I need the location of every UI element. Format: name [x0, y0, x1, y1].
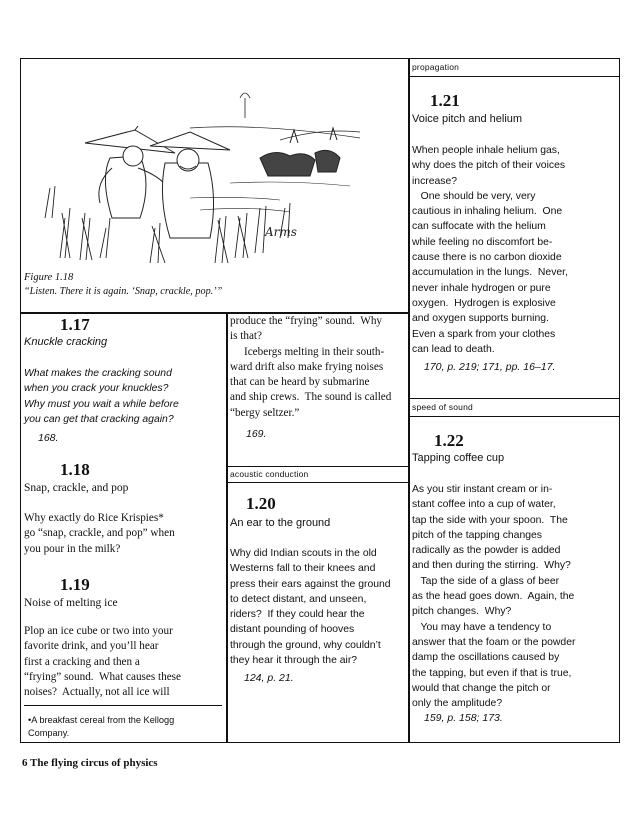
page-footer: 6 The flying circus of physics: [22, 757, 158, 769]
entry-body-1-20: Why did Indian scouts in the old Westerns fall to their knees and press their ears against the ground to detect distant, and unseen, riders? If they could hear the distant pounding of hooves through the ground, why couldn’t they hear it through the air?: [230, 548, 391, 667]
entry-body-1-19: Plop an ice cube or two into your favorite drink, and you’ll hear first a cracking and then a “frying” sound. What causes these noises? Actually, not all ice will: [24, 625, 181, 699]
entry-title-1-21: Voice pitch and helium: [412, 113, 523, 125]
entry-ref-1-19: 169.: [246, 428, 267, 440]
footnote: •A breakfast cereal from the Kellogg Company.: [28, 715, 175, 738]
rule-speed-bottom: [409, 416, 620, 417]
figure-caption-text: “Listen. There it is again. ‘Snap, crackle, pop.’”: [24, 286, 223, 297]
rule-acoustic-top: [226, 466, 409, 467]
entry-body-1-22: As you stir instant cream or in- stant coffee into a cup of water, tap the side with your spoon. The pitch of the tapping changes radically as the powder is added and then during the stirring. Why? Tap the side of a glass of beer as the head goes down. Again, the pitch changes. Why? You may have a tendency to answer that the foam or the powder damp the oscillations caused by the tapping, but even if that is true, would that change the pitch or only the amplitude?: [412, 484, 576, 710]
entry-title-1-18: Snap, crackle, and pop: [24, 482, 129, 494]
entry-ref-1-22: 159, p. 158; 173.: [424, 712, 503, 724]
topic-label-speed-of-sound: speed of sound: [412, 402, 473, 412]
entry-number-1-20: 1.20: [246, 494, 276, 513]
entry-number-1-18: 1.18: [60, 460, 90, 479]
entry-title-1-20: An ear to the ground: [230, 517, 331, 529]
entry-ref-1-17: 168.: [38, 432, 59, 444]
entry-ref-1-20: 124, p. 21.: [244, 672, 294, 684]
rule-acoustic-bottom: [226, 482, 409, 483]
entry-body-1-19-continued: produce the “frying” sound. Why is that? Icebergs melting in their south- ward drift also make frying noises that can be heard by submarine and ship crews. The sound is called “bergy seltzer.”: [230, 315, 392, 419]
entry-number-1-21: 1.21: [430, 91, 460, 110]
illustrator-signature: Arms: [265, 225, 297, 239]
column-rule-right: [408, 58, 410, 743]
rule-speed-top: [409, 398, 620, 399]
entry-ref-1-21: 170, p. 219; 171, pp. 16–17.: [424, 361, 556, 373]
rule-propagation: [409, 76, 620, 77]
figure-caption-label: Figure 1.18: [24, 272, 74, 283]
entry-body-1-21: When people inhale helium gas, why does the pitch of their voices increase? One should be very, very cautious in inhaling helium. One can suffocate with the helium while feeling no discomfort be- cause there is no carbon dioxide accumulation in the lungs. Never, never inhale hydrogen or pure oxygen. Hydrogen is explosive and oxygen supports burning. Even a spark from your clothes can lead to death.: [412, 145, 568, 355]
entry-number-1-22: 1.22: [434, 431, 464, 450]
entry-number-1-17: 1.17: [60, 315, 90, 334]
svg-text:Arms: [264, 225, 297, 239]
entry-body-1-17: What makes the cracking sound when you crack your knuckles? Why must you wait a while before you can get that cracking again?: [24, 368, 179, 425]
column-rule-middle: [226, 312, 228, 743]
footnote-rule: [24, 705, 222, 706]
entry-title-1-17: Knuckle cracking: [24, 336, 108, 348]
topic-label-acoustic-conduction: acoustic conduction: [230, 469, 309, 479]
topic-label-propagation: propagation: [412, 62, 460, 72]
rice-field-illustration: [40, 68, 370, 268]
entry-title-1-19: Noise of melting ice: [24, 597, 118, 609]
entry-body-1-18: Why exactly do Rice Krispies* go “snap, crackle, and pop” when you pour in the milk?: [24, 512, 175, 555]
entry-title-1-22: Tapping coffee cup: [412, 452, 505, 464]
entry-number-1-19: 1.19: [60, 575, 90, 594]
